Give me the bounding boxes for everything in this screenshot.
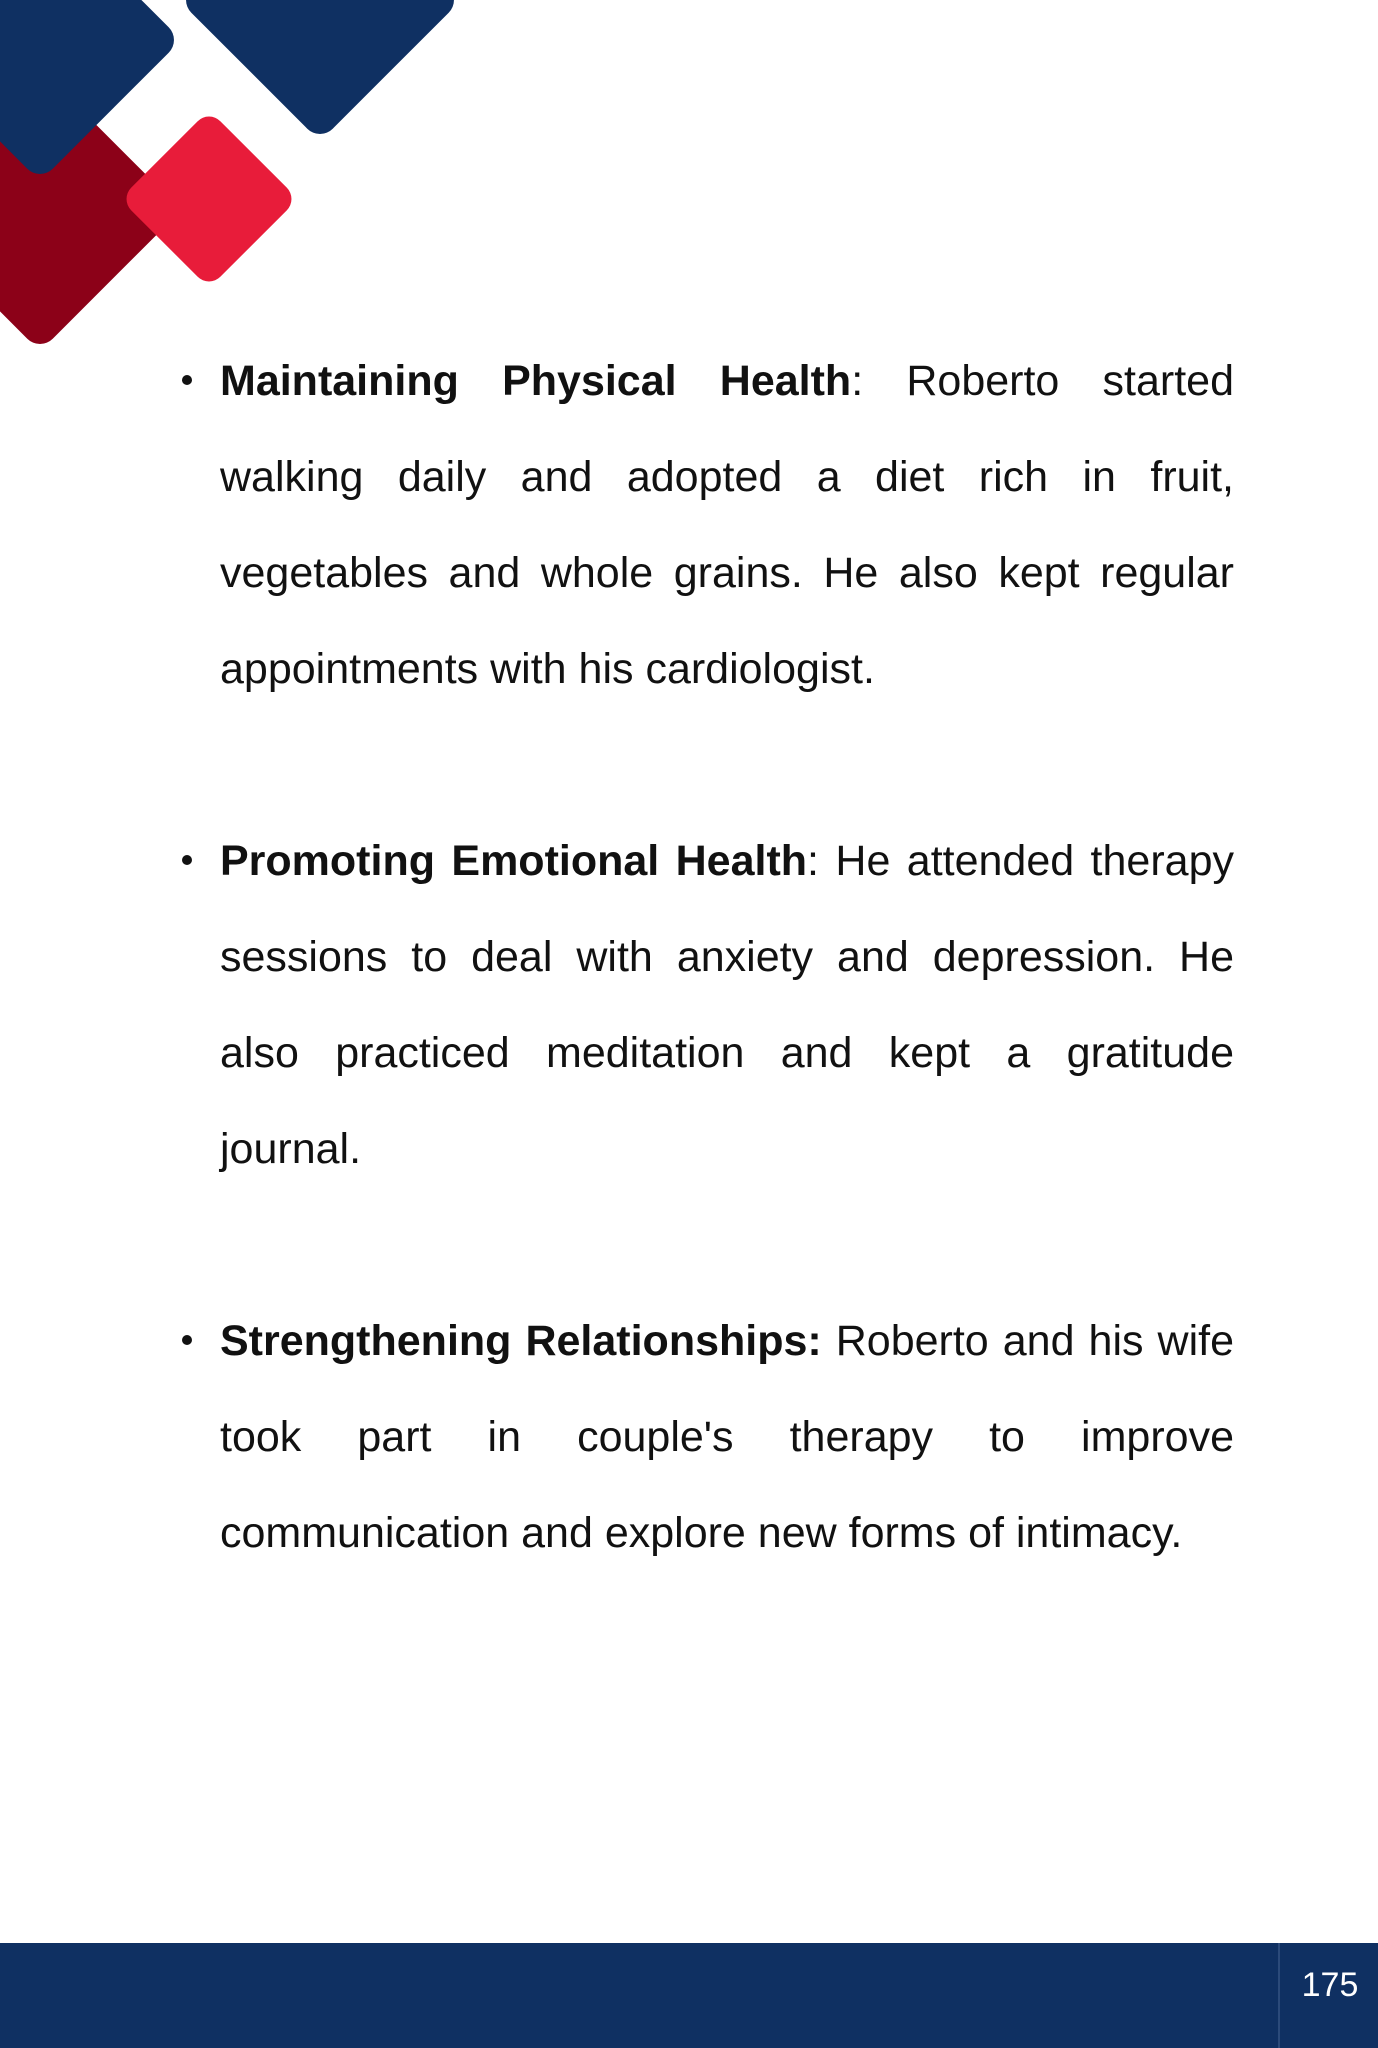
footer-bar <box>0 1943 1378 2048</box>
bullet-title: Promoting Emotional Health <box>220 837 808 885</box>
bullet-title: Strengthening Relationships: <box>220 1317 822 1365</box>
navy-diamond-right <box>179 0 460 141</box>
bullet-separator: : <box>807 837 819 885</box>
bullet-list <box>178 333 1234 1677</box>
bullet-item-relationships <box>178 1293 1234 1581</box>
bullet-text: He attended therapy sessions to deal with anxiety and depression. He also practiced meditation and kept a gratitude journal. <box>220 837 1234 1173</box>
bullet-text: Roberto started walking daily and adopted a diet rich in fruit, vegetables and whole grains. He also kept regular appointments with his cardiologist. <box>220 357 1234 693</box>
page-number: 175 <box>1301 1966 1359 2004</box>
bullet-item-physical-health <box>178 333 1234 717</box>
bullet-text: Roberto and his wife took part in couple's therapy to improve communication and explore new forms of intimacy. <box>220 1317 1234 1557</box>
red-diamond <box>120 110 298 288</box>
bullet-title: Maintaining Physical Health <box>220 357 852 405</box>
bullet-separator: : <box>851 357 864 405</box>
bullet-item-emotional-health <box>178 813 1234 1197</box>
footer-divider <box>1278 1943 1280 2048</box>
